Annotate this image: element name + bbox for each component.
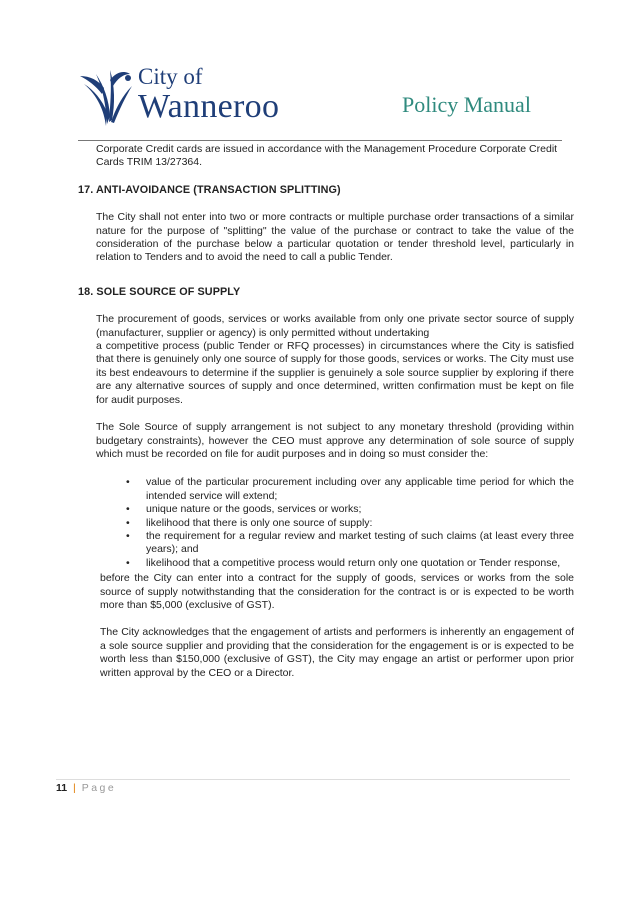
- bullet-dot-icon: •: [126, 476, 130, 489]
- section-18-paragraph-1: a competitive process (public Tender or RFQ processes) in circumstances where the City is satisfied that there is genuinely only one source of supply for those goods, services or works. The City must use its best endeavours to determine if the supplier is genuinely a sole source supplier by exploring if there are any alternative sources of supply and once determined, written confirmation must be kept on file for audit purposes.: [96, 340, 574, 406]
- section-18-paragraph-4: The City acknowledges that the engagement of artists and performers is inherently an engagement of a sole source supplier and providing that the consideration for the engagement is or is expected to be worth less than $150,000 (exclusive of GST), the City may engage an artist or performer upon prior written approval by the CEO or a Director.: [100, 626, 574, 679]
- list-item: [126, 557, 574, 570]
- list-item: [126, 503, 574, 516]
- page-label: Page: [81, 782, 117, 794]
- document-body: [78, 143, 574, 680]
- bullet-dot-icon: •: [126, 556, 130, 569]
- section-18-paragraph-2: The Sole Source of supply arrangement is not subject to any monetary threshold (providing within budgetary constraints), however the CEO must approve any determination of sole source of supply which must be recorded on file for audit purposes and in doing so must consider the:: [96, 421, 574, 460]
- list-item-text: likelihood that a competitive process would return only one quotation or Tender response,: [146, 556, 561, 569]
- page-number: 11: [56, 782, 68, 794]
- bullet-dot-icon: •: [126, 516, 130, 529]
- list-item-text: value of the particular procurement including over any applicable time period for which the intended service will extend;: [146, 476, 574, 502]
- footer-separator: |: [73, 782, 76, 794]
- list-item-text: unique nature or the goods, services or works;: [146, 503, 362, 516]
- list-item-text: the requirement for a regular review and market testing of such claims (at least every three years); and: [146, 529, 574, 556]
- wanneroo-flower-logo-icon: [76, 66, 136, 128]
- page-header: [0, 0, 637, 145]
- bullet-dot-icon: •: [126, 503, 130, 516]
- list-item: [126, 517, 574, 530]
- footer-divider: [56, 779, 570, 780]
- city-logo: [76, 64, 296, 130]
- section-17-heading: 17. ANTI-AVOIDANCE (TRANSACTION SPLITTING): [78, 183, 341, 196]
- considerations-list: [126, 476, 574, 570]
- bullet-dot-icon: •: [126, 529, 130, 542]
- intro-paragraph: Corporate Credit cards are issued in accordance with the Management Procedure Corporate Credit Cards TRIM 13/27364.: [96, 143, 558, 169]
- list-item: [126, 476, 574, 503]
- section-18-paragraph-1-line-1: The procurement of goods, services or works available from only one private sector source of supply (manufacturer, supplier or agency) is only permitted without undertaking: [96, 313, 574, 339]
- section-18-heading: 18. SOLE SOURCE OF SUPPLY: [78, 285, 241, 298]
- header-divider: [78, 140, 562, 141]
- manual-title: Policy Manual: [402, 92, 531, 117]
- list-item-text: likelihood that there is only one source of supply:: [146, 516, 373, 529]
- section-17-paragraph: The City shall not enter into two or more contracts or multiple purchase order transactions of a similar nature for the purpose of "splitting" the value of the purchase or contract to take the value of the consideration of the purchase below a particular quotation or tender threshold level, particularly in relation to Tenders and to avoid the need to call a public Tender.: [96, 211, 574, 264]
- page-footer: [56, 782, 116, 794]
- logo-text-wanneroo: Wanneroo: [138, 88, 280, 125]
- logo-text-city-of: City of: [138, 64, 203, 89]
- list-item: [126, 530, 574, 557]
- section-18-paragraph-3: before the City can enter into a contract for the supply of goods, services or works from the sole source of supply notwithstanding that the consideration for the contract is or is expected to be worth more than $5,000 (exclusive of GST).: [100, 572, 574, 611]
